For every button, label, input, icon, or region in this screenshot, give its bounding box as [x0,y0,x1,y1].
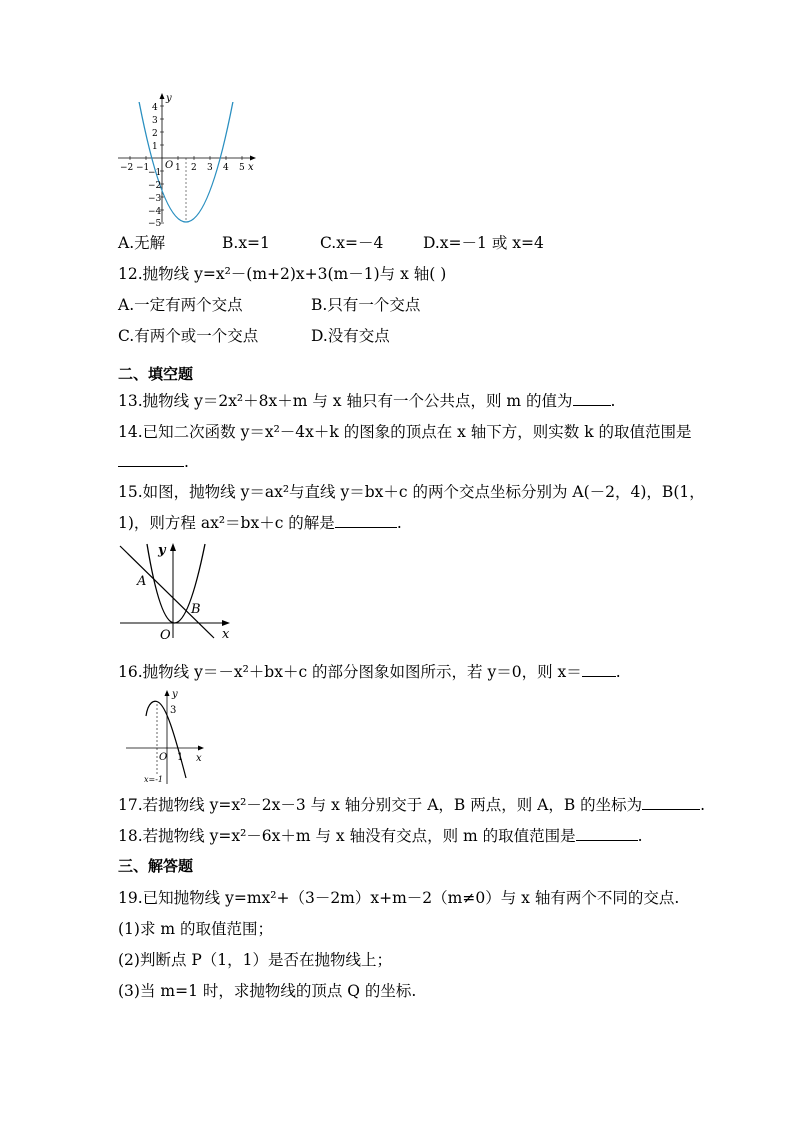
y-axis-arrow [160,93,165,99]
origin-label: O [165,160,174,171]
q18-text: 18.若抛物线 y=x²－6x＋m 与 x 轴没有交点，则 m 的取值范围是 [118,827,576,845]
q12-option-a: A.一定有两个交点 [118,296,243,314]
parabola-figure-q11 [116,90,266,230]
intercept-label: 3 [170,705,177,716]
answer-blank[interactable] [576,826,638,841]
x-tick-label: −1 [136,163,150,173]
q18-end: . [637,827,643,845]
x-axis-arrow [198,746,204,751]
q11-option-c: C.x=－4 [320,234,384,252]
y-tick-label: −4 [148,207,162,217]
y-axis-arrow [165,690,170,696]
section-heading-solutions: 三、解答题 [118,857,194,875]
parabola-curve [146,701,186,778]
x-tick-label: 3 [207,163,213,173]
y-tick-label: 4 [152,103,158,113]
x-axis-label: x [222,627,230,642]
q11-option-a: A.无解 [118,234,166,252]
q17 [118,795,705,815]
y-tick-label: −3 [148,194,162,204]
q13-end: . [610,392,616,410]
q11-option-b: B.x=1 [222,234,270,252]
origin-label: O [159,752,168,763]
q11-option-d: D.x=－1 或 x=4 [423,234,544,252]
q12-option-d: D.没有交点 [311,327,390,345]
q13 [118,391,615,411]
x-axis-label: x [196,753,202,764]
y-tick-label: 1 [152,142,158,152]
q14-line2 [118,452,189,472]
straight-line [120,546,214,638]
x-axis-label: x [248,162,254,173]
q17-end: . [700,796,706,814]
origin-label: O [160,628,171,642]
q12-stem: 12.抛物线 y=x²－(m+2)x+3(m－1)与 x 轴( ) [118,265,447,283]
q12-option-c: C.有两个或一个交点 [118,327,259,345]
q14-end: . [184,453,189,471]
y-tick-label: −1 [148,168,162,178]
y-tick-label: −5 [148,219,162,229]
y-axis-label: y [172,689,178,700]
q19-part2: (2)判断点 P（1，1）是否在抛物线上； [118,951,393,969]
q18 [118,826,643,846]
q15-text: 1)，则方程 ax²＝bx＋c 的解是 [118,514,335,532]
x-tick-label: 1 [175,163,181,173]
q19-part3: (3)当 m=1 时，求抛物线的顶点 Q 的坐标. [118,982,417,1000]
x-axis-arrow [250,156,256,161]
point-a-label: A [137,574,147,589]
parabola-figure-q16 [122,686,210,786]
y-tick-label: 3 [152,116,158,126]
q15-line1: 15.如图，抛物线 y＝ax²与直线 y＝bx＋c 的两个交点坐标分别为 A(－2，4)，B(1， [118,483,705,501]
q15-line2 [118,513,402,533]
answer-blank[interactable] [582,662,616,677]
y-tick-label: −2 [148,181,162,191]
q19-stem: 19.已知抛物线 y=mx²+（3－2m）x+m－2（m≠0）与 x 轴有两个不同的交点. [118,889,680,907]
q17-text: 17.若抛物线 y=x²－2x－3 与 x 轴分别交于 A，B 两点，则 A，B 的坐标为 [118,796,643,814]
q12-option-b: B.只有一个交点 [311,296,421,314]
parabola-line-figure-q15 [118,538,236,642]
x-tick-label: 4 [223,163,229,173]
y-axis-arrow [170,543,176,551]
section-heading-fill-in: 二、填空题 [118,365,194,383]
q13-text: 13.抛物线 y＝2x²＋8x＋m 与 x 轴只有一个公共点，则 m 的值为 [118,392,573,410]
axis-of-symmetry-label: x=-1 [144,775,164,784]
y-axis-label: y [158,543,166,558]
q16-text: 16.抛物线 y＝－x²＋bx＋c 的部分图象如图所示，若 y＝0，则 x＝ [118,663,582,681]
y-tick-label: 2 [152,129,158,139]
x-tick-label: 2 [191,163,197,173]
q16-end: . [615,663,621,681]
x-tick-label: −2 [120,163,134,173]
x-tick-label: 5 [239,163,245,173]
answer-blank[interactable] [642,795,700,810]
root-label: 1 [177,752,184,763]
q14-line1: 14.已知二次函数 y＝x²－4x＋k 的图象的顶点在 x 轴下方，则实数 k 的取值范围是 [118,423,692,441]
y-axis-label: y [166,93,172,104]
q16 [118,662,621,682]
answer-blank[interactable] [118,452,184,467]
x-axis-arrow [222,620,230,626]
point-b-label: B [191,602,201,617]
answer-blank[interactable] [573,391,611,406]
q19-part1: (1)求 m 的取值范围； [118,920,274,938]
answer-blank[interactable] [335,513,397,528]
q15-end: . [396,514,402,532]
